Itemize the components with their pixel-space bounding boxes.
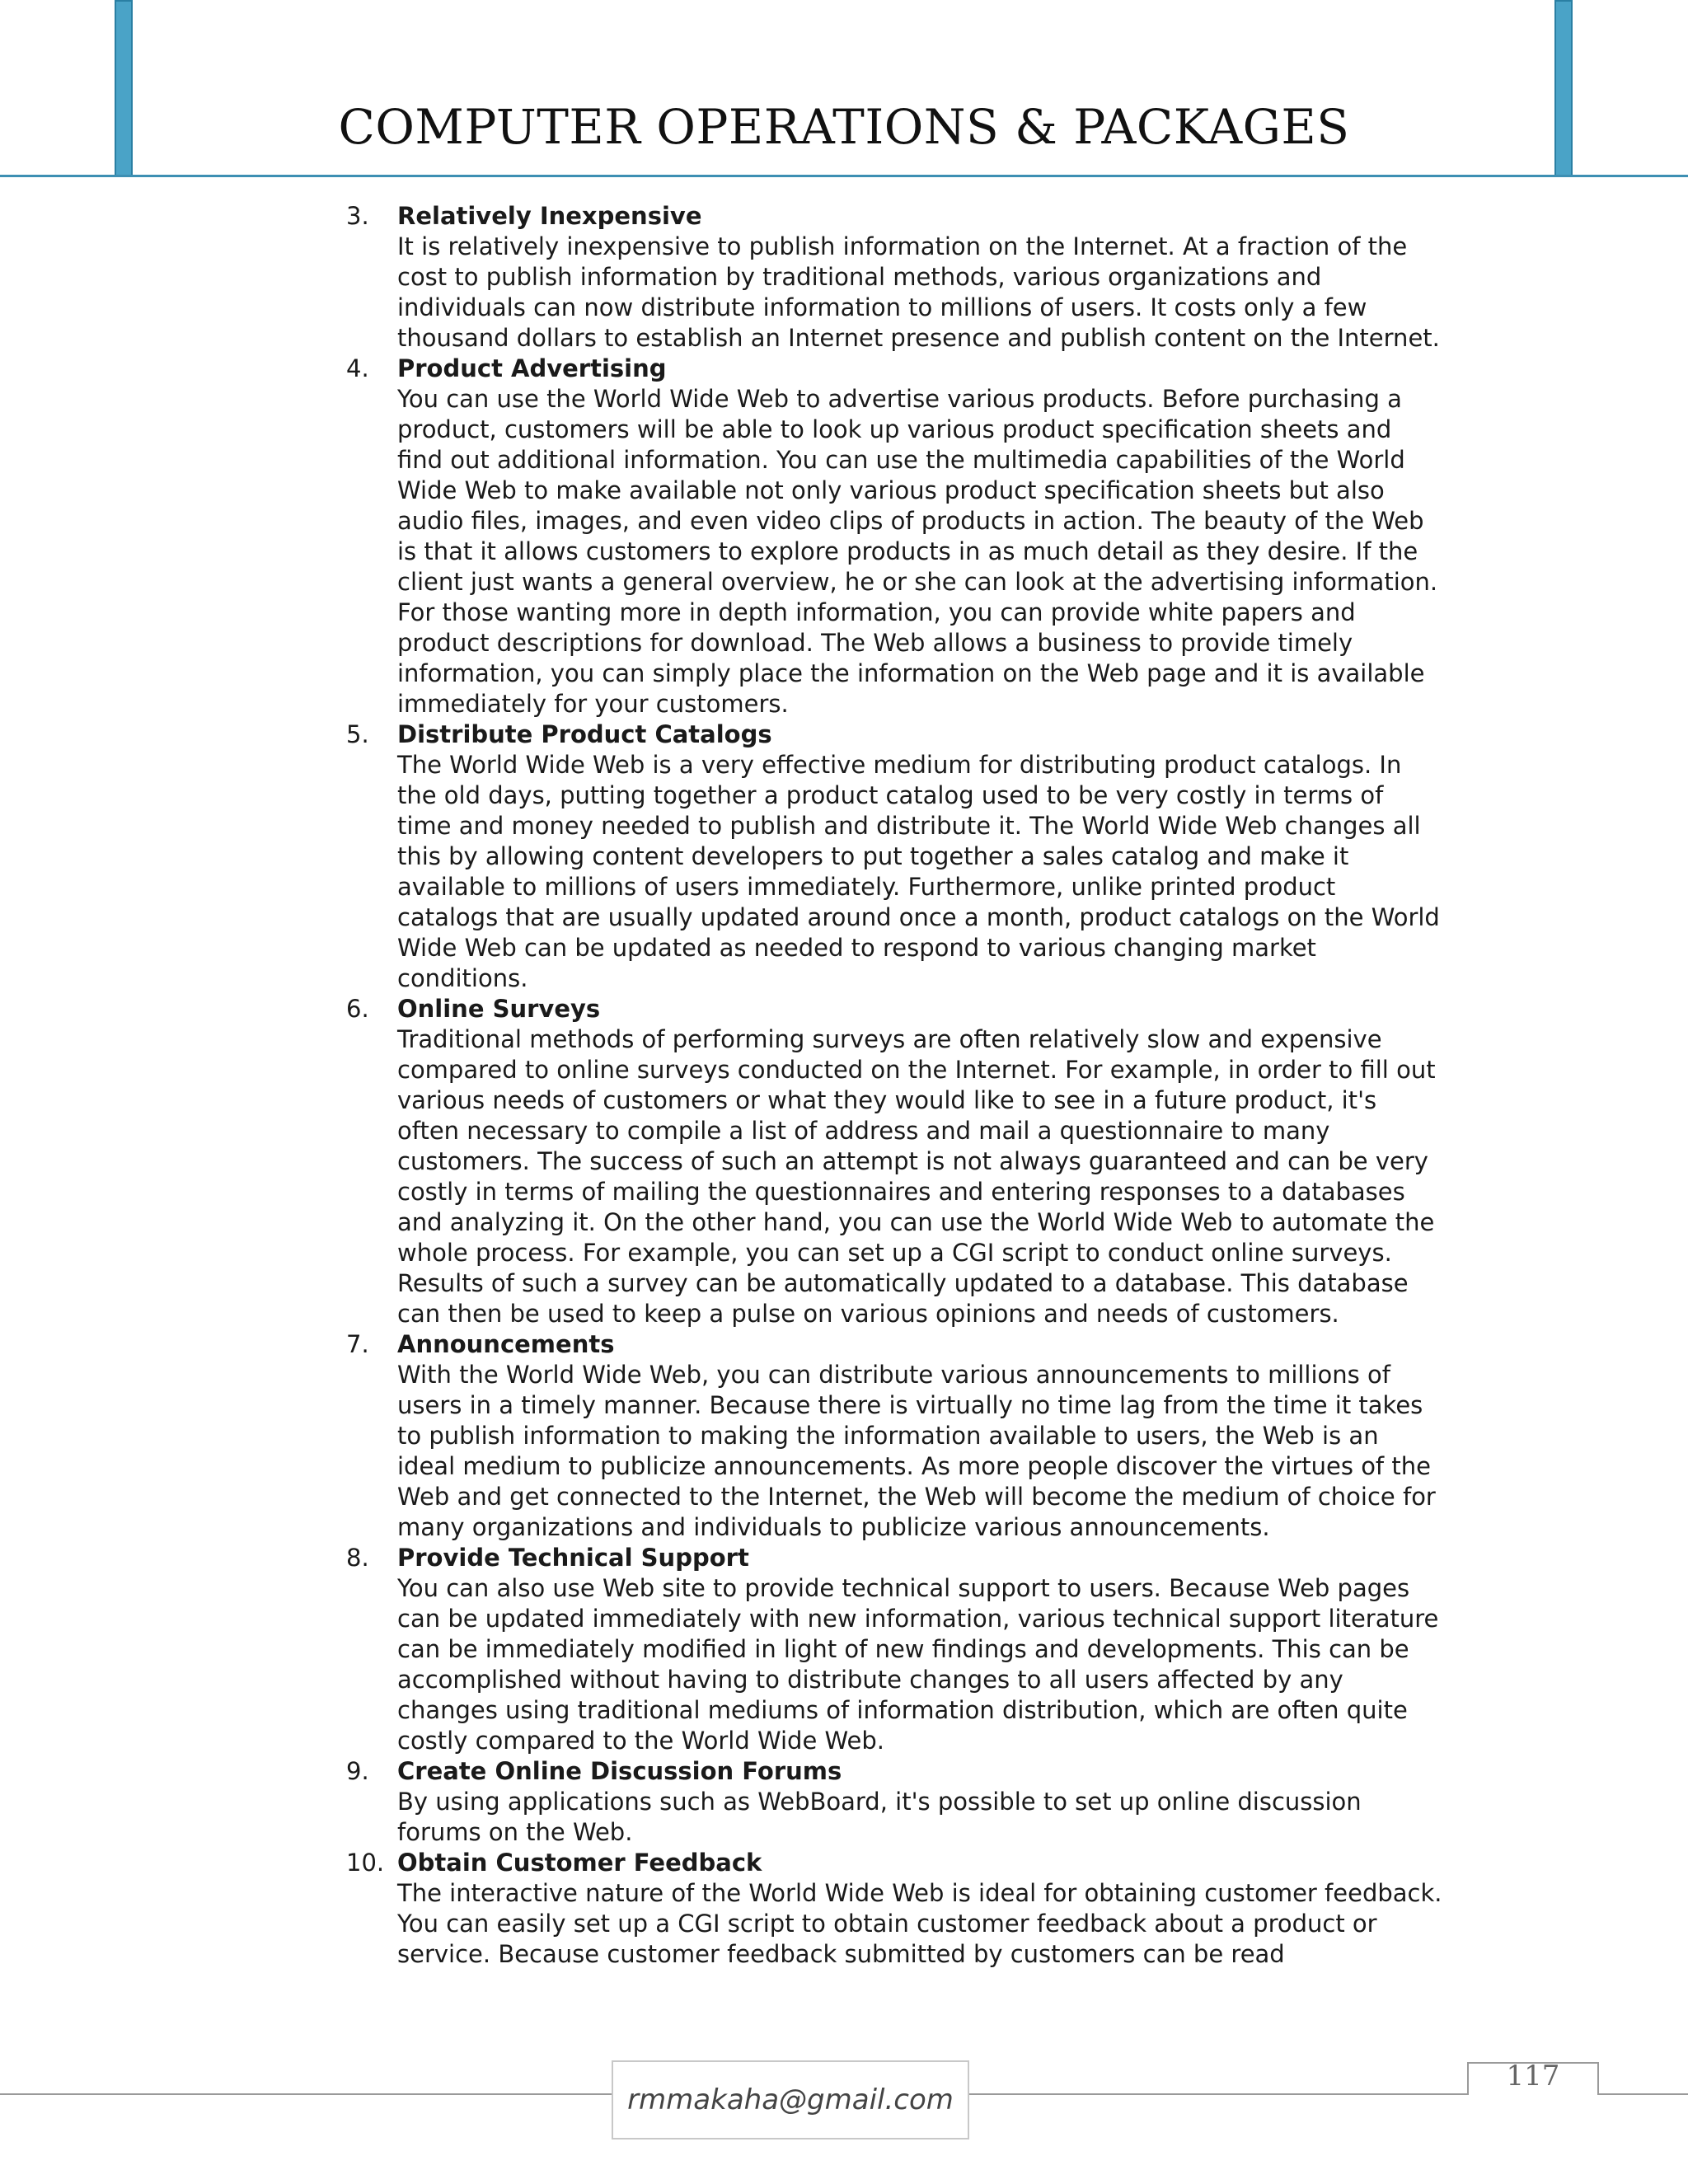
list-item — [346, 1848, 1442, 1970]
list-item-number: 9. — [346, 1757, 369, 1785]
header-divider — [0, 175, 1688, 177]
list-item — [346, 201, 1442, 354]
footer-email: rmmakaha@gmail.com — [612, 2060, 969, 2139]
list-item — [346, 994, 1442, 1329]
list-item-heading: Announcements — [397, 1330, 615, 1358]
list-item-heading: Distribute Product Catalogs — [397, 720, 772, 748]
list-item — [346, 719, 1442, 994]
list-item-heading: Create Online Discussion Forums — [397, 1757, 842, 1785]
page-number: 117 — [1467, 2062, 1599, 2095]
list-item-number: 10. — [346, 1849, 385, 1877]
list-item-body: By using applications such as WebBoard, it's possible to set up online discussion forums on the Web. — [397, 1788, 1362, 1846]
list-item-heading: Relatively Inexpensive — [397, 202, 702, 230]
list-item-heading: Obtain Customer Feedback — [397, 1849, 762, 1877]
list-item-body: Traditional methods of performing surveys are often relatively slow and expensive compared to online surveys conducted on the Internet. For example, in order to fill out various needs of customers or what they would like to see in a future product, it's often necessary to compile a list of address and mail a questionnaire to many customers. The success of such an attempt is not always guaranteed and can be very costly in terms of mailing the questionnaires and entering responses to a databases and analyzing it. On the other hand, you can use the World Wide Web to automate the whole process. For example, you can set up a CGI script to conduct online surveys. Results of such a survey can be automatically updated to a database. This database can then be used to keep a pulse on various opinions and needs of customers. — [397, 1025, 1436, 1328]
footer-divider-right — [1599, 2093, 1688, 2095]
list-item-body: The World Wide Web is a very effective medium for distributing product catalogs. In the old days, putting together a product catalog used to be very costly in terms of time and money needed to publish and distribute it. The World Wide Web changes all this by allowing content developers to put together a sales catalog and make it available to millions of users immediately. Furthermore, unlike printed product catalogs that are usually updated around once a month, product catalogs on the World Wide Web can be updated as needed to respond to various changing market conditions. — [397, 751, 1440, 992]
list-item-number: 3. — [346, 202, 369, 230]
list-item — [346, 1329, 1442, 1543]
document-body — [346, 201, 1442, 1970]
list-item-body: With the World Wide Web, you can distribute various announcements to millions of users in a timely manner. Because there is virtually no time lag from the time it takes to publish information to making the information available to users, the Web is an ideal medium to publicize announcements. As more people discover the virtues of the Web and get connected to the Internet, the Web will become the medium of choice for many organizations and individuals to publicize various announcements. — [397, 1361, 1436, 1541]
list-item-number: 7. — [346, 1330, 369, 1358]
list-item-heading: Provide Technical Support — [397, 1544, 749, 1572]
list-item-heading: Online Surveys — [397, 995, 601, 1023]
list-item — [346, 354, 1442, 719]
list-item — [346, 1756, 1442, 1848]
list-item-number: 6. — [346, 995, 369, 1023]
footer-divider-middle — [969, 2093, 1467, 2095]
list-item-number: 5. — [346, 720, 369, 748]
list-item-body: You can use the World Wide Web to advertise various products. Before purchasing a product, customers will be able to look up various product specification sheets and find out additional information. You can use the multimedia capabilities of the World Wide Web to make available not only various product specification sheets but also audio files, images, and even video clips of products in action. The beauty of the Web is that it allows customers to explore products in as much detail as they desire. If the client just wants a general overview, he or she can look at the advertising information. For those wanting more in depth information, you can provide white papers and product descriptions for download. The Web allows a business to provide timely information, you can simply place the information on the Web page and it is available immediately for your customers. — [397, 385, 1438, 718]
list-item-body: You can also use Web site to provide technical support to users. Because Web pages can be updated immediately with new information, various technical support literature can be immediately modified in light of new findings and developments. This can be accomplished without having to distribute changes to all users affected by any changes using traditional mediums of information distribution, which are often quite costly compared to the World Wide Web. — [397, 1574, 1439, 1755]
list-item-heading: Product Advertising — [397, 354, 667, 382]
list-item-number: 8. — [346, 1544, 369, 1572]
list-item-body: The interactive nature of the World Wide Web is ideal for obtaining customer feedback. You can easily set up a CGI script to obtain customer feedback about a product or service. Because customer feedback submitted by customers can be read — [397, 1879, 1442, 1968]
list-item-number: 4. — [346, 354, 369, 382]
footer-divider-left — [0, 2093, 612, 2095]
list-item-body: It is relatively inexpensive to publish information on the Internet. At a fraction of the cost to publish information by traditional methods, various organizations and individuals can now distribute information to millions of users. It costs only a few thousand dollars to establish an Internet presence and publish content on the Internet. — [397, 232, 1440, 352]
page-title: COMPUTER OPERATIONS & PACKAGES — [338, 99, 1350, 155]
list-item — [346, 1543, 1442, 1756]
